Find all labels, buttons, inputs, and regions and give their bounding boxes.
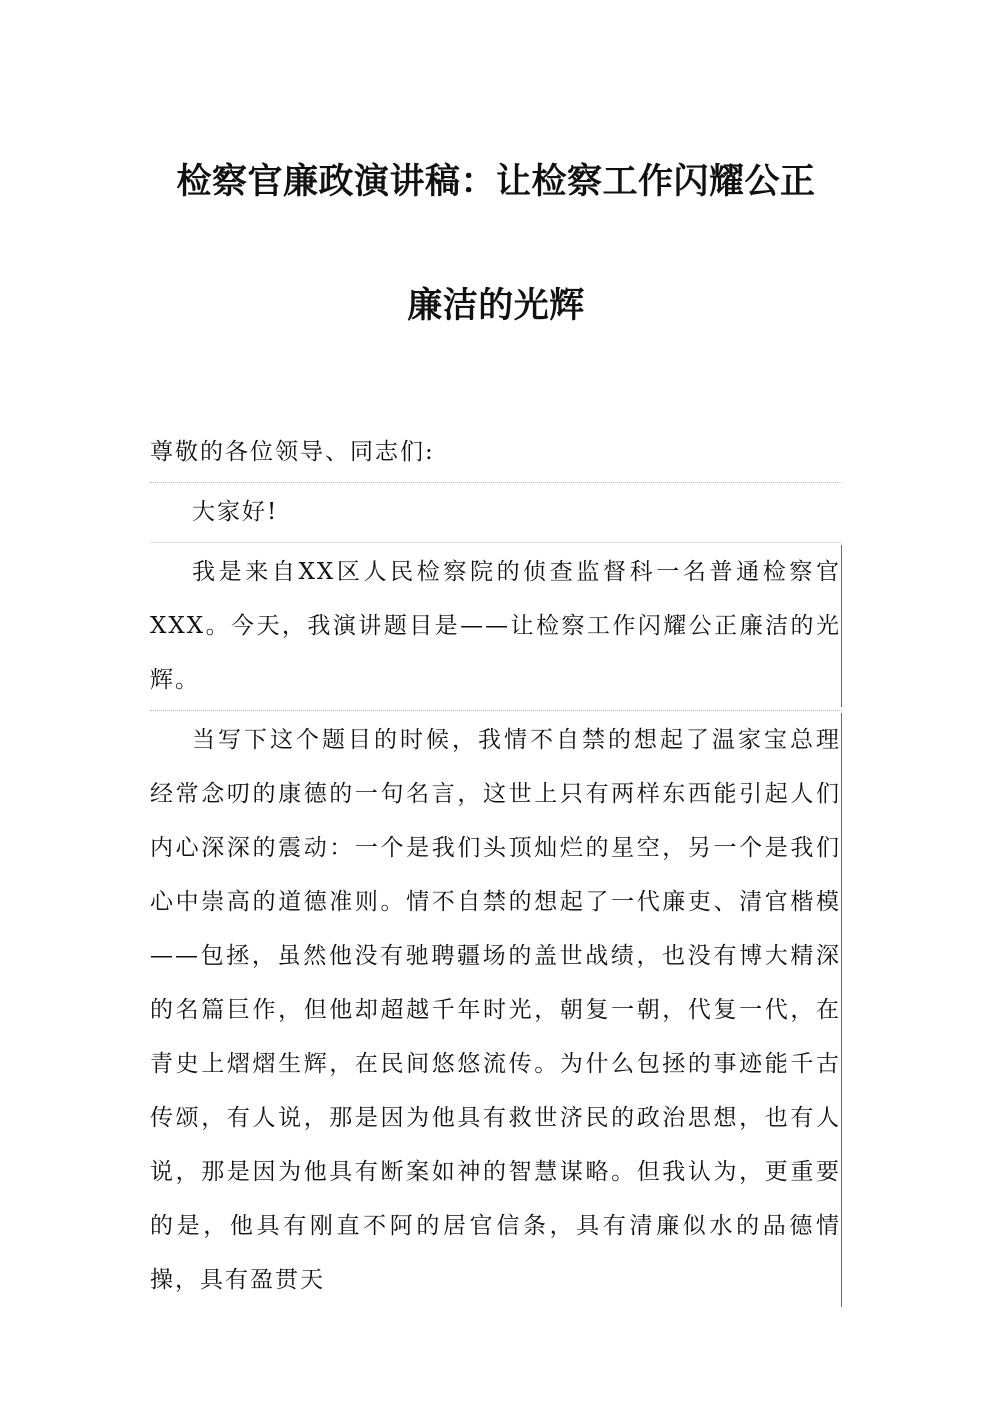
greeting: 大家好! [192, 499, 279, 525]
paragraph-intro: 我是来自XX区人民检察院的侦查监督科一名普通检察官XXX。今天，我演讲题目是——让检察工作闪耀公正廉洁的光辉。 [150, 545, 842, 707]
salutation: 尊敬的各位领导、同志们: [150, 439, 435, 465]
document-body [150, 425, 842, 1307]
separator-line [150, 482, 842, 483]
separator-line [150, 710, 842, 711]
document-title-line-1: 检察官廉政演讲稿：让检察工作闪耀公正 [176, 161, 816, 202]
paragraph-main: 当写下这个题目的时候，我情不自禁的想起了温家宝总理经常念叨的康德的一句名言，这世上只有两样东西能引起人们内心深深的震动：一个是我们头顶灿烂的星空，另一个是我们心中崇高的道德准则。情不自禁的想起了一代廉吏、清官楷模——包拯，虽然他没有驰聘疆场的盖世战绩，也没有博大精深的名篇巨作，但他却超越千年时光，朝复一朝，代复一代，在青史上熠熠生辉，在民间悠悠流传。为什么包拯的事迹能千古传颂，有人说，那是因为他具有救世济民的政治思想，也有人说，那是因为他具有断案如神的智慧谋略。但我认为，更重要的是，他具有刚直不阿的居官信条，具有清廉似水的品德情操，具有盈贯天 [150, 713, 842, 1307]
document-title-line-2: 廉洁的光辉 [407, 285, 585, 326]
separator-line [150, 542, 842, 543]
